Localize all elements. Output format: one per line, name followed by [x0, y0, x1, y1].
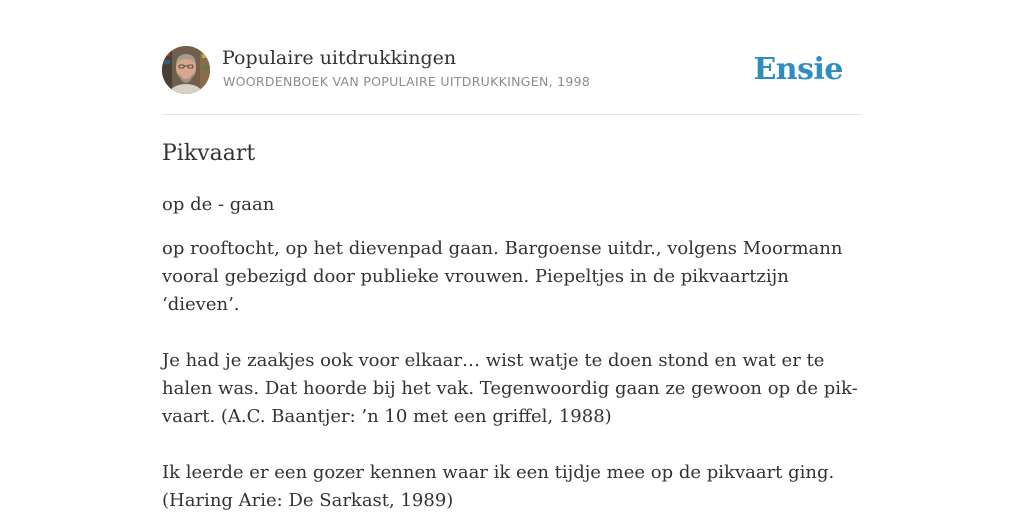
entry-quote: Je had je zaakjes ook voor elkaar… wist watje te doen stond en wat er te halen was. Dat hoorde bij het vak. Tegenwoordig gaan ze gewoon op de pik- vaart. (A.C. Baantjer: ’n 10 met een griffel, 1988): [162, 350, 858, 427]
source-title[interactable]: Populaire uitdrukkingen: [222, 47, 457, 69]
entry-card: [162, 46, 862, 515]
entry-quote: Ik leerde er een gozer kennen waar ik een tijdje mee op de pikvaart ging. (Haring Arie: De Sarkast, 1989): [162, 462, 835, 511]
author-portrait-icon: [162, 46, 210, 94]
author-avatar[interactable]: [162, 46, 210, 94]
ensie-logo[interactable]: Ensie: [753, 52, 843, 87]
source-header: [162, 46, 862, 115]
entry-title: Pikvaart: [162, 141, 256, 166]
entry-definition: op rooftocht, op het dievenpad gaan. Bargoense uitdr., volgens Moormann vooral gebezigd door publieke vrouwen. Piepeltjes in de pikvaartzijn ‘dieven’.: [162, 238, 843, 315]
entry-subhead: op de - gaan: [162, 194, 275, 215]
source-subtitle: WOORDENBOEK VAN POPULAIRE UITDRUKKINGEN, 1998: [223, 74, 591, 89]
